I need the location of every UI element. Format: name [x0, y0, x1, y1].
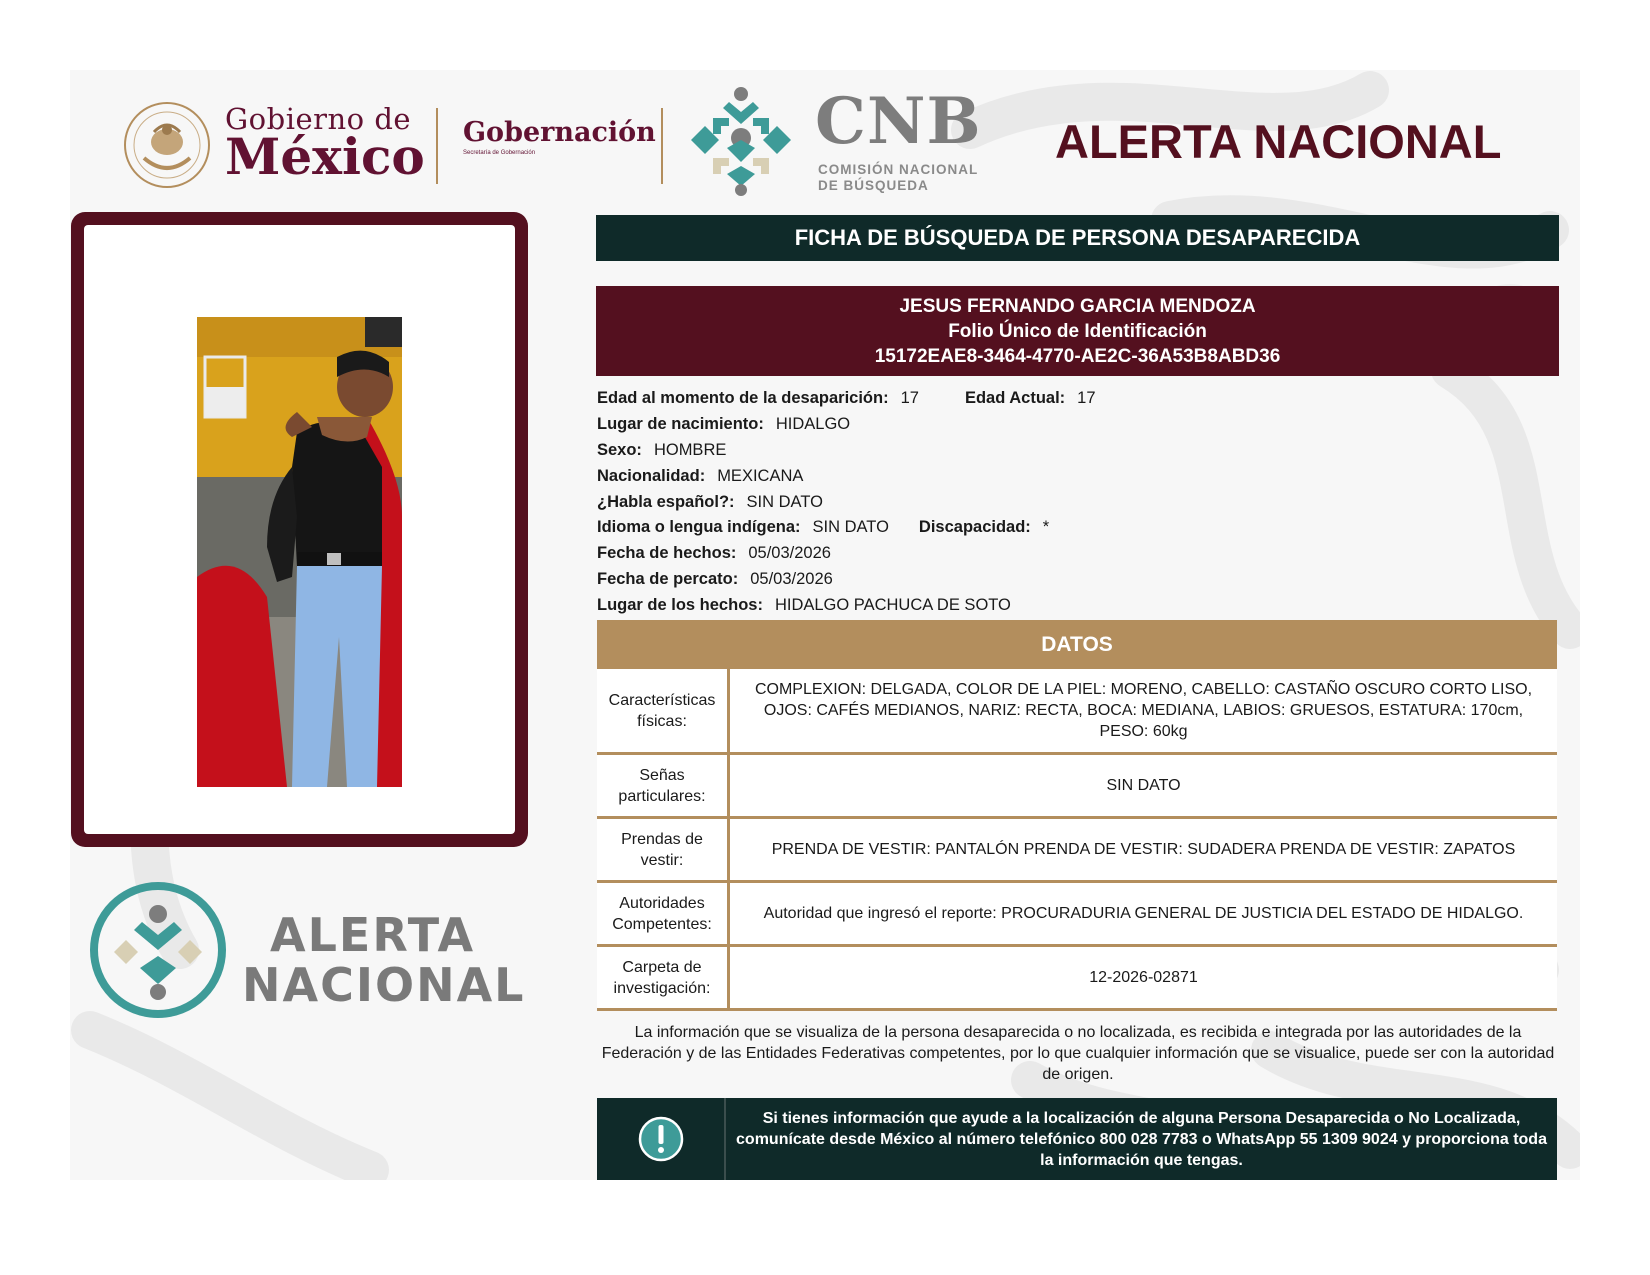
field-value: 05/03/2026	[750, 570, 833, 589]
field-row	[597, 541, 1557, 567]
field-row	[597, 412, 1557, 438]
photo-frame	[71, 212, 528, 847]
table-row	[597, 755, 1557, 819]
exclamation-icon	[638, 1116, 684, 1162]
contact-message: Si tienes información que ayude a la localización de alguna Persona Desaparecida o No Localizada, comunícate desde México al número telefónico 800 028 7783 o WhatsApp 55 1309 9024 y proporciona toda la información que tengas.	[736, 1109, 1547, 1169]
person-fields	[597, 386, 1557, 619]
photo-frame-inner	[84, 225, 515, 834]
row-value: 12-2026-02871	[1089, 969, 1198, 986]
cnb-subtitle-line2: DE BÚSQUEDA	[818, 178, 929, 193]
field-row	[597, 490, 1557, 516]
field-value: 05/03/2026	[748, 544, 831, 563]
header-divider	[661, 108, 663, 184]
field-label: Fecha de percato:	[597, 570, 739, 589]
field-label: Fecha de hechos:	[597, 544, 737, 563]
table-row	[597, 883, 1557, 947]
datos-table	[597, 669, 1557, 1011]
alerta-nacional-emblem-icon	[88, 880, 228, 1020]
field-label: Edad al momento de la desaparición:	[597, 389, 889, 407]
field-value: MEXICANA	[717, 466, 804, 485]
gobierno-line1: Gobierno de	[225, 102, 412, 136]
row-label: Autoridades Competentes:	[597, 883, 730, 944]
row-label: Prendas de vestir:	[597, 819, 730, 880]
field-value: HIDALGO	[775, 414, 851, 433]
folio-label: Folio Único de Identificación	[948, 321, 1207, 342]
alerta-nacional-title: ALERTA NACIONAL	[1055, 115, 1502, 168]
row-label: Características físicas:	[597, 669, 730, 752]
field-value: HOMBRE	[653, 440, 727, 459]
field-label: Lugar de nacimiento:	[597, 414, 764, 433]
field-label: Idioma o lengua indígena:	[597, 518, 801, 537]
field-row	[597, 515, 1557, 541]
table-row	[597, 669, 1557, 755]
cnb-subtitle-line1: COMISIÓN NACIONAL	[818, 162, 979, 177]
footer-icon-cell	[597, 1098, 726, 1180]
contact-footer	[597, 1098, 1557, 1180]
row-value: Autoridad que ingresó el reporte: PROCURADURIA GENERAL DE JUSTICIA DEL ESTADO DE HIDALGO.	[763, 905, 1524, 922]
cnb-emblem-icon	[683, 82, 799, 198]
row-value: SIN DATO	[1106, 777, 1181, 794]
field-value: SIN DATO	[812, 518, 889, 537]
field-label: ¿Habla español?:	[597, 492, 735, 511]
disclaimer-text: La información que se visualiza de la persona desaparecida o no localizada, es recibida e integrada por las autoridades de la Federación y de las Entidades Federativas competentes, por lo que cualquier información que se visualice, puede ser con la autoridad de origen.	[601, 1024, 1555, 1083]
gobernacion-logo: Gobernación	[463, 117, 656, 148]
gobierno-line2: México	[225, 127, 425, 186]
folio-value: 15172EAE8-3464-4770-AE2C-36A53B8ABD36	[874, 346, 1281, 367]
mexico-seal-icon	[122, 100, 212, 190]
header-divider	[436, 108, 438, 184]
datos-header: DATOS	[597, 620, 1557, 669]
field-label: Sexo:	[597, 440, 642, 459]
field-row	[597, 464, 1557, 490]
logo-word-nacional: NACIONAL	[242, 958, 526, 1012]
logo-word-alerta: ALERTA	[270, 908, 476, 962]
gobierno-de-mexico-logo	[225, 102, 425, 186]
row-label: Carpeta de investigación:	[597, 947, 730, 1008]
person-header	[596, 286, 1559, 376]
field-label: Discapacidad:	[918, 518, 1031, 537]
field-value: 17	[900, 389, 919, 407]
field-label: Lugar de los hechos:	[597, 596, 763, 615]
field-row	[597, 386, 1557, 412]
field-value: 17	[1077, 389, 1096, 407]
cnb-subtitle	[818, 162, 978, 194]
field-row	[597, 438, 1557, 464]
field-value: SIN DATO	[746, 492, 823, 511]
missing-person-photo	[197, 317, 402, 787]
field-value: HIDALGO PACHUCA DE SOTO	[774, 596, 1011, 615]
gobernacion-subtitle: Secretaría de Gobernación	[463, 150, 536, 156]
field-row	[597, 567, 1557, 593]
field-label: Edad Actual:	[964, 389, 1066, 407]
row-value: COMPLEXION: DELGADA, COLOR DE LA PIEL: MORENO, CABELLO: CASTAÑO OSCURO CORTO LISO, OJOS: CAFÉS MEDIANOS, NARIZ: RECTA, BOCA: MEDIANA, LABIOS: GRUESOS, ESTATURA: 170cm, PESO: 60kg	[754, 681, 1533, 740]
row-label: Señas particulares:	[597, 755, 730, 816]
row-value: PRENDA DE VESTIR: PANTALÓN PRENDA DE VESTIR: SUDADERA PRENDA DE VESTIR: ZAPATOS	[771, 841, 1516, 858]
ficha-title: FICHA DE BÚSQUEDA DE PERSONA DESAPARECIDA	[596, 215, 1559, 261]
table-row	[597, 819, 1557, 883]
cnb-title: CNB	[815, 84, 982, 159]
table-row	[597, 947, 1557, 1011]
field-value: *	[1042, 518, 1050, 537]
person-name: JESUS FERNANDO GARCIA MENDOZA	[899, 296, 1256, 317]
field-row	[597, 593, 1557, 619]
field-label: Nacionalidad:	[597, 466, 706, 485]
